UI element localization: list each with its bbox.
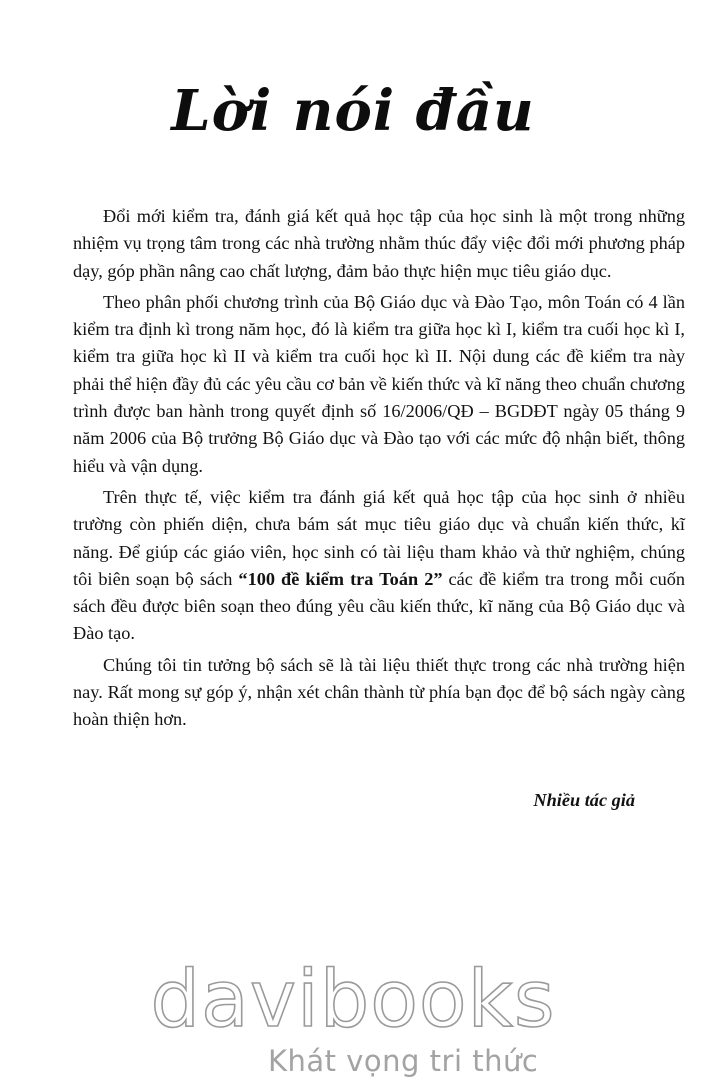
paragraph-2: Theo phân phối chương trình của Bộ Giáo dục và Đào Tạo, môn Toán có 4 lần kiểm tra định kì trong năm học, đó là kiểm tra giữa học kì I, kiểm tra cuối học kì I, kiểm tra giữa học kì II và kiểm tra cuối học kì II. Nội dung các đề kiểm tra này phải thể hiện đầy đủ các yêu cầu cơ bản về kiến thức và kĩ năng theo chuẩn chương trình được ban hành trong quyết định số 16/2006/QĐ – BGDĐT ngày 05 tháng 9 năm 2006 của Bộ trưởng Bộ Giáo dục và Đào tạo với các mức độ nhận biết, thông hiểu và vận dụng.	[73, 291, 685, 476]
paragraph-4: Chúng tôi tin tưởng bộ sách sẽ là tài liệu thiết thực trong các nhà trường hiện nay. Rất mong sự góp ý, nhận xét chân thành từ phía bạn đọc để bộ sách ngày càng hoàn thiện hơn.	[73, 654, 685, 730]
paragraph-1: Đổi mới kiểm tra, đánh giá kết quả học tập của học sinh là một trong những nhiệm vụ trọng tâm trong các nhà trường nhằm thúc đẩy việc đổi mới phương pháp dạy, góp phần nâng cao chất lượng, đảm bảo thực hiện mục tiêu giáo dục.	[73, 206, 685, 281]
watermark-brand: davibooks	[150, 955, 556, 1045]
paragraph-3-text-after: các đề kiểm tra trong mỗi cuốn sách đều được biên soạn theo đúng yêu cầu kiến thức, kĩ năng của Bộ Giáo dục và Đào tạo.	[73, 568, 685, 644]
author-signature: Nhiều tác giả	[533, 790, 635, 810]
book-title-emphasis: “100 đề kiểm tra Toán 2”	[238, 568, 443, 589]
watermark-tagline: Khát vọng tri thức	[268, 1044, 539, 1078]
paragraph-3	[73, 484, 685, 648]
page-title: Lời nói đầu	[171, 78, 535, 144]
preface-body	[73, 203, 685, 738]
paragraph-3-text-before: Trên thực tế, việc kiểm tra đánh giá kết quả học tập của học sinh ở nhiều trường còn phiến diện, chưa bám sát mục tiêu giáo dục và chuẩn kiến thức, kĩ năng. Để giúp các giáo viên, học sinh có tài liệu tham khảo và thử nghiệm, chúng tôi biên soạn bộ sách	[73, 486, 685, 589]
